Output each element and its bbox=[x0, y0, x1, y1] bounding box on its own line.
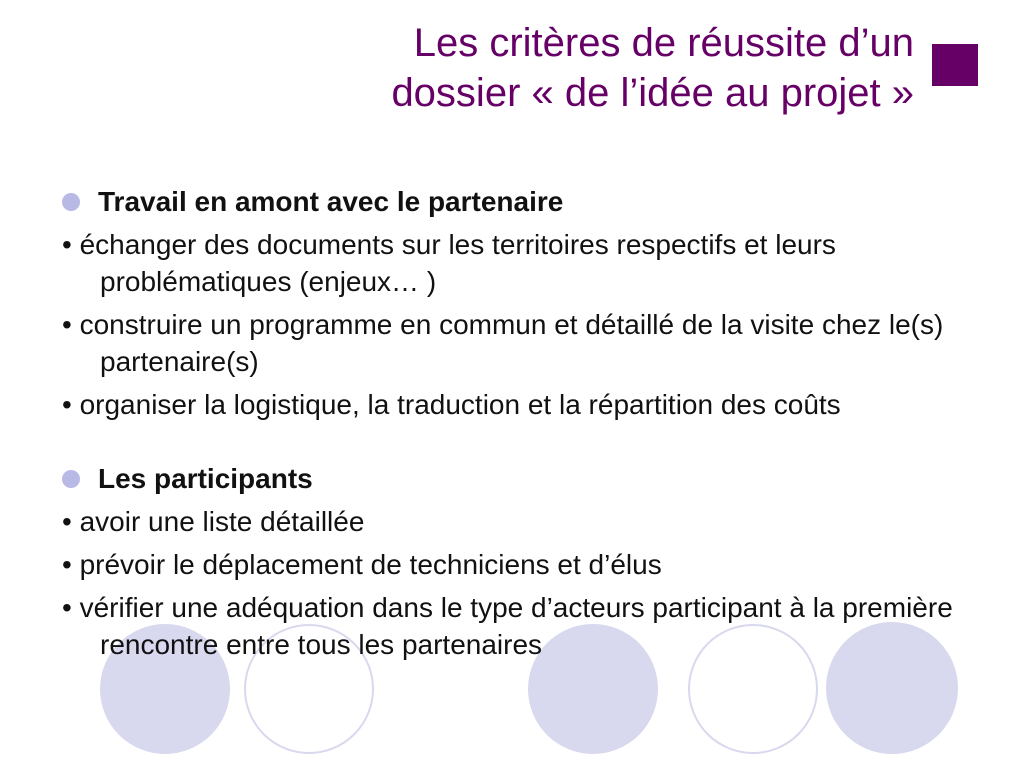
section-spacer bbox=[62, 429, 962, 459]
section-heading-label: Travail en amont avec le partenaire bbox=[98, 186, 564, 217]
list-item: • échanger des documents sur les territoires respectifs et leurs problématiques (enjeux… ) bbox=[62, 229, 836, 297]
circle-bullet-icon bbox=[62, 193, 80, 211]
list-item: • prévoir le déplacement de techniciens et d’élus bbox=[62, 549, 662, 580]
list-item: • vérifier une adéquation dans le type d’acteurs participant à la première rencontre entre tous les partenaires bbox=[62, 592, 953, 660]
slide-content bbox=[62, 182, 962, 669]
slide-title-line-2: dossier « de l’idée au projet » bbox=[391, 71, 914, 115]
slide-title bbox=[391, 18, 914, 118]
list-item: • organiser la logistique, la traduction et la répartition des coûts bbox=[62, 389, 841, 420]
section-heading-partner bbox=[62, 182, 962, 222]
slide-title-line-1: Les critères de réussite d’un bbox=[413, 21, 914, 65]
section-heading-label: Les participants bbox=[98, 463, 313, 494]
corner-square-decoration bbox=[932, 44, 978, 86]
list-item: • avoir une liste détaillée bbox=[62, 506, 365, 537]
circle-bullet-icon bbox=[62, 470, 80, 488]
section-heading-participants bbox=[62, 459, 962, 499]
list-item: • construire un programme en commun et détaillé de la visite chez le(s) partenaire(s) bbox=[62, 309, 944, 377]
